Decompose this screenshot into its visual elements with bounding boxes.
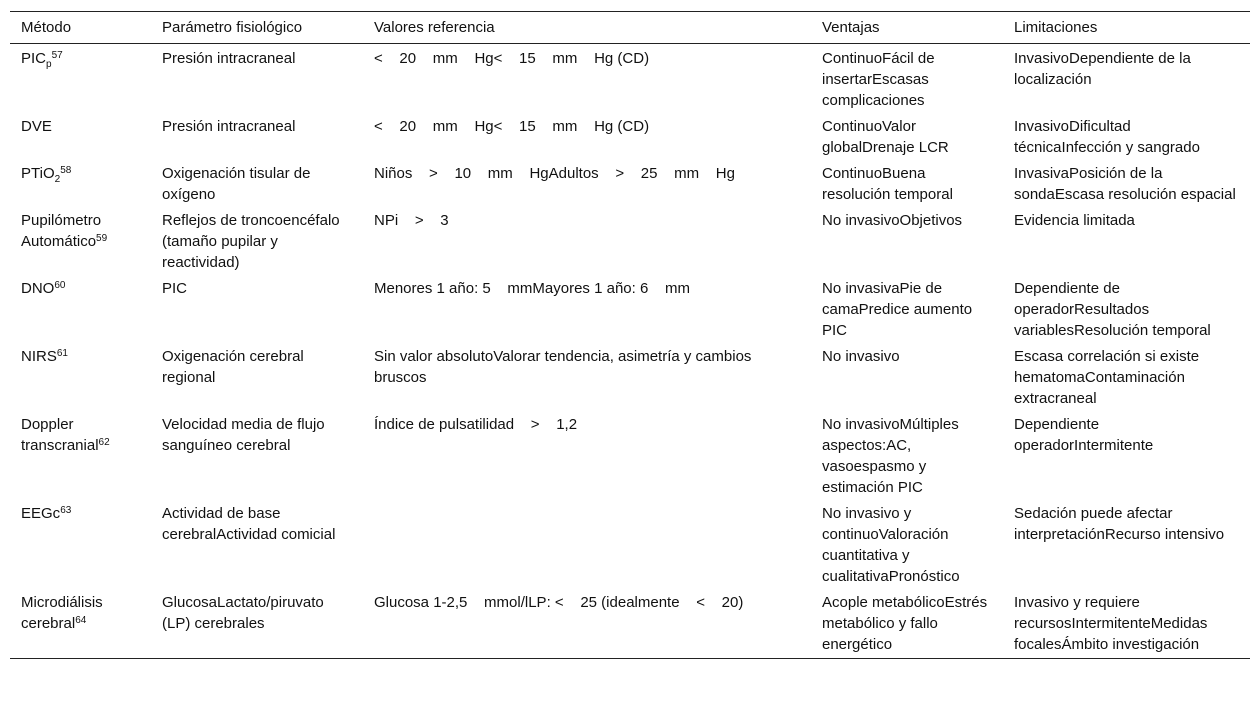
cell-limitaciones: Invasivo y requiere recursosIntermitenteMedidas focalesÁmbito investigación [1014,594,1208,653]
metodo-text: DNO [21,280,55,297]
metodo-text: Microdiálisis cerebral [21,594,103,632]
cell-ventajas: ContinuoFácil de insertarEscasas complicaciones [822,50,935,109]
monitoring-methods-table-wrapper [10,11,1250,659]
cell-limitaciones: InvasivaPosición de la sondaEscasa resolución espacial [1014,165,1236,203]
metodo-reference: 58 [60,165,72,176]
cell-valores: Menores 1 año: 5 mmMayores 1 año: 6 mm [374,280,690,297]
header-parametro: Parámetro fisiológico [162,19,303,36]
metodo-reference: 57 [51,50,63,61]
cell-metodo [10,590,151,659]
table-row [10,161,1250,208]
header-metodo: Método [21,19,72,36]
table-row [10,276,1250,344]
metodo-text: Doppler transcranial [21,416,99,454]
cell-valores: Glucosa 1-2,5 mmol/lLP: < 25 (idealmente < 20) [374,594,744,611]
cell-parametro: Reflejos de troncoencéfalo (tamaño pupilar y reactividad) [162,212,340,271]
cell-ventajas: No invasivaPie de camaPredice aumento PIC [822,280,973,339]
metodo-text: NIRS [21,348,57,365]
cell-valores: < 20 mm Hg< 15 mm Hg (CD) [374,118,650,135]
cell-metodo [10,44,151,115]
cell-parametro: PIC [162,280,188,297]
cell-valores: Sin valor absolutoValorar tendencia, asimetría y cambios bruscos [374,348,756,386]
metodo-text: EEGc [21,505,61,522]
table-row [10,208,1250,276]
table-header [10,12,1250,44]
cell-metodo [10,208,151,276]
cell-ventajas: No invasivoMúltiples aspectos:AC, vasoespasmo y estimación PIC [822,416,959,496]
table-row [10,344,1250,412]
cell-limitaciones: InvasivoDificultad técnicaInfección y sangrado [1014,118,1200,156]
metodo-subscript: p [46,59,52,70]
header-ventajas: Ventajas [822,19,880,36]
metodo-text: PTiO [21,165,55,182]
cell-parametro: GlucosaLactato/piruvato (LP) cerebrales [162,594,324,632]
header-row [10,12,1250,44]
cell-limitaciones: InvasivoDependiente de la localización [1014,50,1191,88]
cell-valores [363,501,811,590]
cell-parametro: Presión intracraneal [162,50,296,67]
cell-ventajas: ContinuoValor globalDrenaje LCR [822,118,949,156]
cell-limitaciones: Sedación puede afectar interpretaciónRecurso intensivo [1014,505,1225,543]
cell-parametro: Presión intracraneal [162,118,296,135]
metodo-subscript: 2 [54,174,61,185]
table-row [10,501,1250,590]
cell-parametro: Oxigenación cerebral regional [162,348,304,386]
cell-metodo [10,344,151,412]
cell-parametro: Oxigenación tisular de oxígeno [162,165,311,203]
table-body [10,44,1250,659]
metodo-text: DVE [21,118,52,135]
cell-metodo [10,501,151,590]
metodo-reference: 63 [60,505,72,516]
cell-limitaciones: Evidencia limitada [1014,212,1135,229]
monitoring-methods-table [10,11,1250,659]
cell-ventajas: No invasivo [822,348,900,365]
table-row [10,44,1250,115]
cell-metodo [10,412,151,501]
cell-ventajas: No invasivo y continuoValoración cuantitativa y cualitativaPronóstico [822,505,960,585]
cell-limitaciones: Escasa correlación si existe hematomaContaminación extracraneal [1014,348,1200,407]
cell-parametro: Velocidad media de flujo sanguíneo cerebral [162,416,325,454]
cell-ventajas: No invasivoObjetivos [822,212,963,229]
metodo-reference: 59 [96,233,108,244]
cell-metodo [10,114,151,161]
metodo-reference: 62 [98,437,110,448]
metodo-text: PIC [21,50,47,67]
metodo-reference: 64 [75,615,87,626]
header-valores: Valores referencia [374,19,495,36]
cell-valores: NPi > 3 [374,212,449,229]
metodo-reference: 61 [56,348,68,359]
cell-ventajas: Acople metabólicoEstrés metabólico y fallo energético [822,594,988,653]
table-row [10,412,1250,501]
cell-ventajas: ContinuoBuena resolución temporal [822,165,953,203]
table-row [10,590,1250,659]
header-limitaciones: Limitaciones [1014,19,1098,36]
cell-limitaciones: Dependiente operadorIntermitente [1014,416,1154,454]
cell-valores: Niños > 10 mm HgAdultos > 25 mm Hg [374,165,735,182]
cell-valores: < 20 mm Hg< 15 mm Hg (CD) [374,50,650,67]
cell-parametro: Actividad de base cerebralActividad comicial [162,505,336,543]
cell-valores: Índice de pulsatilidad > 1,2 [374,416,578,433]
table-row [10,114,1250,161]
metodo-text: Pupilómetro Automático [21,212,102,250]
cell-limitaciones: Dependiente de operadorResultados variablesResolución temporal [1014,280,1211,339]
metodo-reference: 60 [54,280,66,291]
cell-metodo [10,161,151,208]
cell-metodo [10,276,151,344]
